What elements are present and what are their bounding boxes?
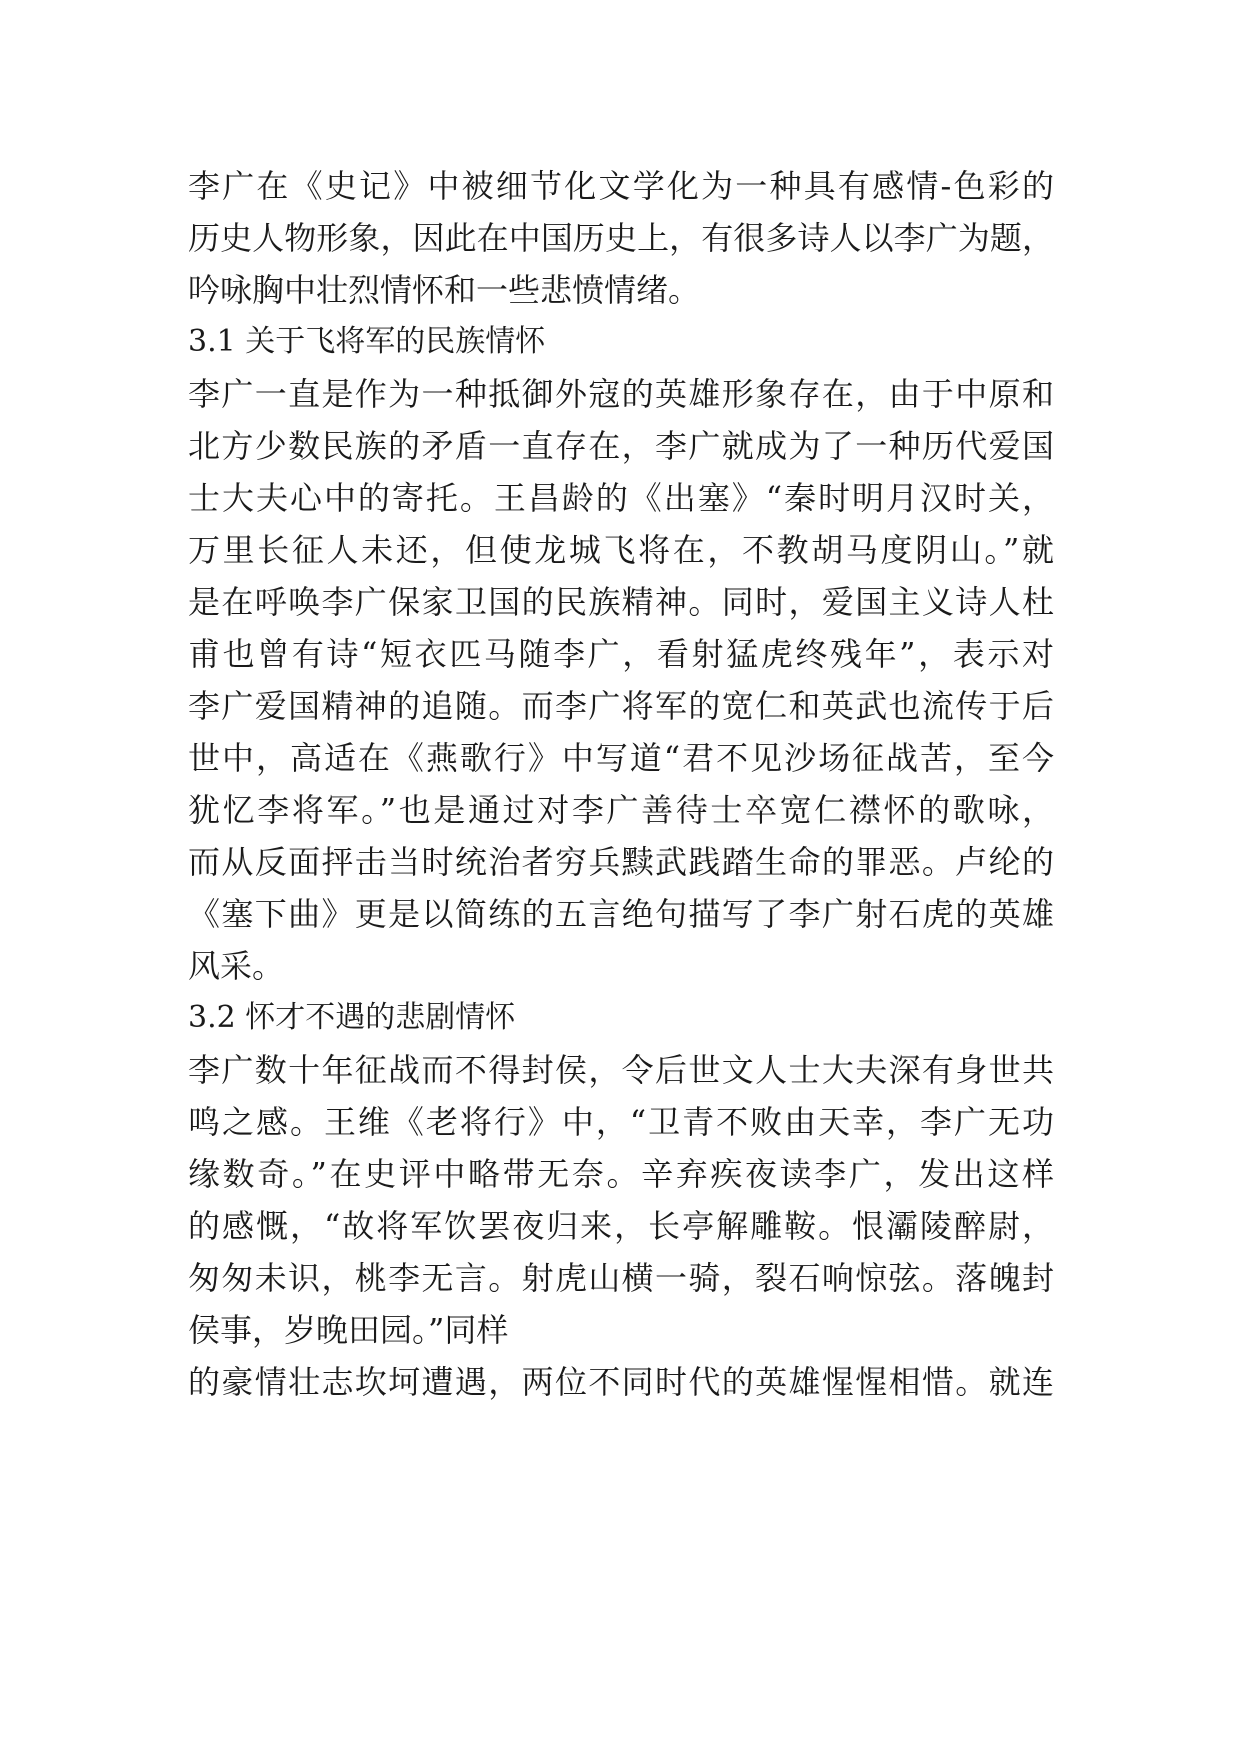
text-line: 李广爱国精神的追随。而李广将军的宽仁和英武也流传于后 — [188, 687, 1054, 725]
text-line: 的豪情壮志坎坷遭遇，两位不同时代的英雄惺惺相惜。就连 — [188, 1363, 1054, 1401]
text-line: 李广在《史记》中被细节化文学化为一种具有感情-色彩的 — [188, 167, 1054, 205]
text-line: 李广数十年征战而不得封侯，令后世文人士大夫深有身世共 — [188, 1051, 1054, 1089]
text-line: 犹忆李将军。”也是通过对李广善待士卒宽仁襟怀的歌咏， — [188, 791, 1054, 829]
paragraph-section-3-1 — [188, 368, 1054, 992]
text-line: 缘数奇。”在史评中略带无奈。辛弃疾夜读李广，发出这样 — [188, 1155, 1054, 1193]
text-line: 世中，高适在《燕歌行》中写道“君不见沙场征战苦，至今 — [188, 739, 1054, 777]
text-line: 甫也曾有诗“短衣匹马随李广，看射猛虎终残年”，表示对 — [188, 635, 1054, 673]
section-heading-3-1: 3.1 关于飞将军的民族情怀 — [188, 324, 546, 359]
text-line: 李广一直是作为一种抵御外寇的英雄形象存在，由于中原和 — [188, 375, 1054, 413]
text-line: 鸣之感。王维《老将行》中，“卫青不败由天幸，李广无功 — [188, 1103, 1054, 1141]
text-line: 北方少数民族的矛盾一直存在，李广就成为了一种历代爱国 — [188, 427, 1054, 465]
paragraph-continuation — [188, 1356, 1054, 1408]
text-line: 侯事，岁晚田园。”同样 — [188, 1311, 509, 1349]
document-page — [188, 160, 1054, 1408]
text-line: 而从反面抨击当时统治者穷兵黩武践踏生命的罪恶。卢纶的 — [188, 843, 1054, 881]
text-line: 是在呼唤李广保家卫国的民族精神。同时，爱国主义诗人杜 — [188, 583, 1054, 621]
text-line: 《塞下曲》更是以简练的五言绝句描写了李广射石虎的英雄 — [188, 895, 1054, 933]
paragraph-section-3-2 — [188, 1044, 1054, 1356]
text-line: 匆匆未识，桃李无言。射虎山横一骑，裂石响惊弦。落魄封 — [188, 1259, 1054, 1297]
paragraph-intro — [188, 160, 1054, 316]
text-line: 的感慨，“故将军饮罢夜归来，长亭解雕鞍。恨灞陵醉尉， — [188, 1207, 1054, 1245]
text-line: 士大夫心中的寄托。王昌龄的《出塞》“秦时明月汉时关， — [188, 479, 1054, 517]
text-line: 风采。 — [188, 947, 285, 985]
text-line: 万里长征人未还，但使龙城飞将在，不教胡马度阴山。”就 — [188, 531, 1054, 569]
text-line: 历史人物形象，因此在中国历史上，有很多诗人以李广为题， — [188, 219, 1054, 257]
text-line: 吟咏胸中壮烈情怀和一些悲愤情绪。 — [188, 271, 701, 309]
section-heading-3-2: 3.2 怀才不遇的悲剧情怀 — [188, 1000, 516, 1035]
